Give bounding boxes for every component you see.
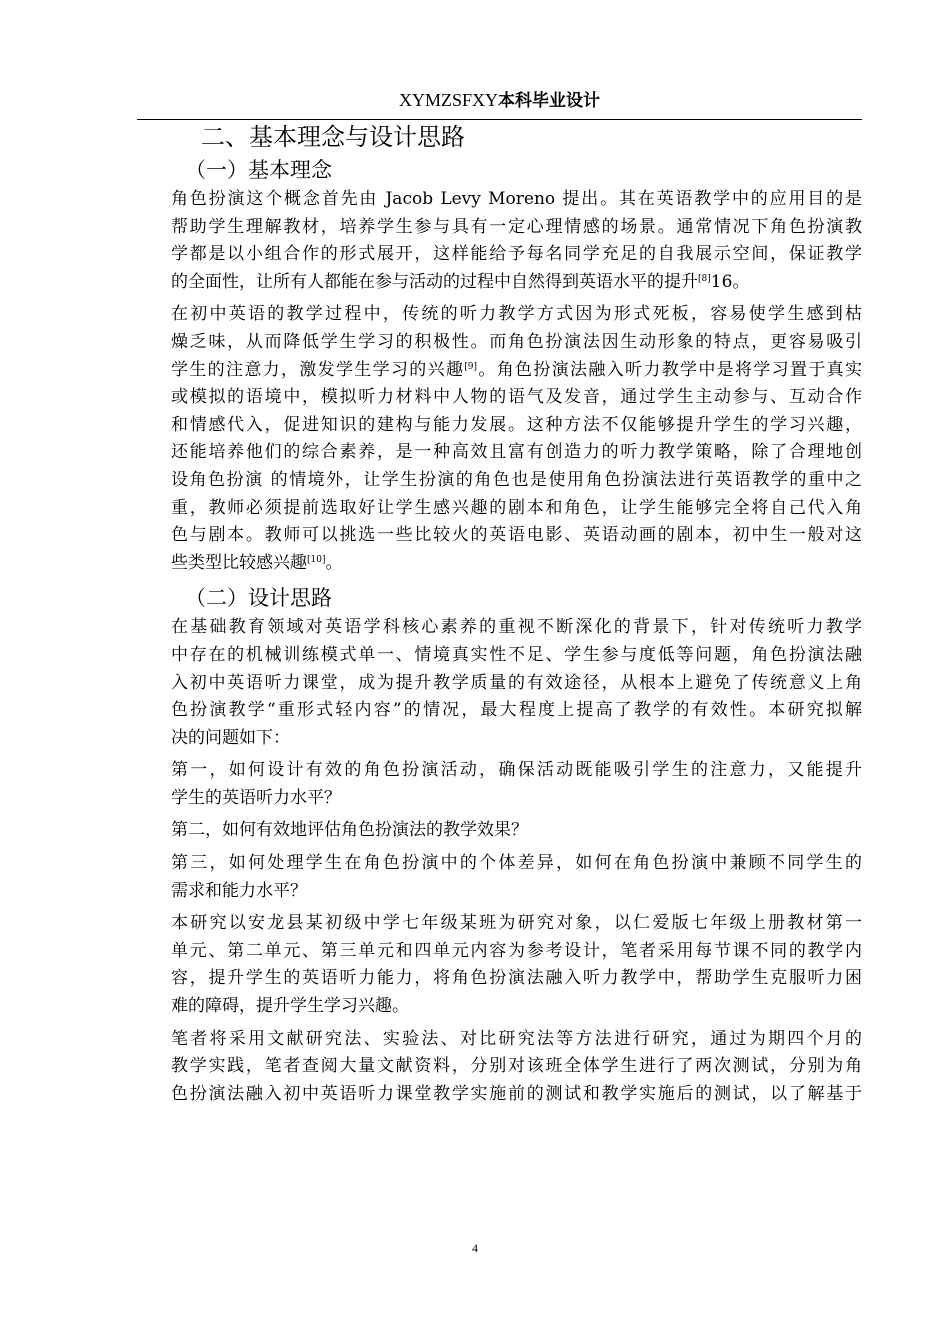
text-line: 色扮演法融入初中英语听力课堂教学实施前的测试和教学实施后的测试，以了解基于 — [171, 1083, 862, 1104]
text-line: 中存在的机械训练模式单一、情境真实性不足、学生参与度低等问题，角色扮演法融 — [171, 644, 862, 665]
text-line: 在初中英语的教学过程中，传统的听力教学方式因为形式死板，容易使学生感到枯 — [171, 304, 862, 325]
text-line: 需求和能力水平？ — [171, 880, 307, 901]
text-line: 本研究以安龙县某初级中学七年级某班为研究对象，以仁爱版七年级上册教材第一 — [171, 913, 862, 934]
text-line: 第三，如何处理学生在角色扮演中的个体差异，如何在角色扮演中兼顾不同学生的 — [171, 853, 862, 874]
text-line: 色扮演教学“重形式轻内容”的情况，最大程度上提高了教学的有效性。本研究拟解 — [171, 700, 862, 721]
page-number: 4 — [472, 1241, 478, 1255]
paragraph — [137, 1026, 862, 1109]
text-line: 重，教师必须提前选取好让学生感兴趣的剧本和角色，让学生能够完全将自己代入角 — [171, 497, 862, 518]
paragraph — [137, 301, 862, 577]
text-line: 决的问题如下： — [171, 727, 290, 748]
text-line: 还能培养他们的综合素养，是一种高效且富有创造力的听力教学策略，除了合理地创 — [171, 442, 862, 463]
text-line: 设角色扮演 的情境外，让学生扮演的角色也是使用角色扮演法进行英语教学的重中之 — [171, 469, 862, 490]
text-line: 学生的注意力，激发学生学习的兴趣[9]。角色扮演法融入听力教学中是将学习置于真实 — [171, 359, 862, 380]
header-code: XYMZSFXY — [398, 90, 499, 110]
text-line: 或模拟的语境中，模拟听力材料中人物的语气及发音，通过学生主动参与、互动合作 — [171, 387, 862, 408]
text-line: 些类型比较感兴趣[10]。 — [171, 552, 343, 573]
subsection-title-basic-concept: （一）基本理念 — [185, 158, 332, 182]
text-line: 第一，如何设计有效的角色扮演活动，确保活动既能吸引学生的注意力，又能提升 — [171, 760, 862, 781]
citation: [9] — [464, 361, 478, 372]
text-line: 角色扮演这个概念首先由 Jacob Levy Moreno 提出。其在英语教学中的应用目的是 — [171, 189, 862, 209]
text-line: 和情感代入，促进知识的建构与能力发展。这种方法不仅能够提升学生的学习兴趣， — [171, 414, 862, 435]
citation: [8] — [698, 273, 711, 284]
subsection-title-design-approach: （二）设计思路 — [185, 586, 332, 611]
text-line: 难的障碍，提升学生学习兴趣。 — [171, 996, 409, 1017]
paragraph — [137, 850, 862, 905]
citation: [10] — [307, 554, 326, 565]
paragraph — [137, 757, 862, 812]
text-line: 笔者将采用文献研究法、实验法、对比研究法等方法进行研究，通过为期四个月的 — [171, 1028, 862, 1049]
text-line: 在基础教育领域对英语学科核心素养的重视不断深化的背景下，针对传统听力教学 — [171, 617, 862, 638]
text-line: 教学实践，笔者查阅大量文献资料，分别对该班全体学生进行了两次测试，分别为角 — [171, 1056, 862, 1077]
text-line: 的全面性，让所有人都能在参与活动的过程中自然得到英语水平的提升[8]16。 — [171, 271, 750, 292]
text-line: 燥乏味，从而降低学生学习的积极性。而角色扮演法因生动形象的特点，更容易吸引 — [171, 331, 862, 352]
page-body — [137, 120, 862, 1113]
paragraph — [137, 910, 862, 1020]
paragraph — [137, 186, 862, 296]
header-title: 本科毕业设计 — [498, 91, 601, 111]
paragraph — [137, 817, 862, 845]
text-line: 入初中英语听力课堂，成为提升教学质量的有效途径，从根本上避免了传统意义上角 — [171, 672, 862, 693]
text-line: 第二，如何有效地评估角色扮演法的教学效果？ — [171, 820, 528, 841]
text-line: 单元、第二单元、第三单元和四单元内容为参考设计，笔者采用每节课不同的教学内 — [171, 940, 862, 961]
page-header — [137, 86, 862, 115]
paragraph — [137, 614, 862, 752]
text-line: 学都是以小组合作的形式展开，这样能给予每名同学充足的自我展示空间，保证教学 — [171, 244, 862, 265]
section-title: 二、基本理念与设计思路 — [201, 123, 465, 151]
text-line: 容，提升学生的英语听力能力，将角色扮演法融入听力教学中，帮助学生克服听力困 — [171, 968, 862, 989]
text-line: 帮助学生理解教材，培养学生参与具有一定心理情感的场景。通常情况下角色扮演教 — [171, 216, 862, 237]
text-line: 学生的英语听力水平？ — [171, 787, 341, 808]
text-line: 色与剧本。教师可以挑选一些比较火的英语电影、英语动画的剧本，初中生一般对这 — [171, 525, 862, 546]
